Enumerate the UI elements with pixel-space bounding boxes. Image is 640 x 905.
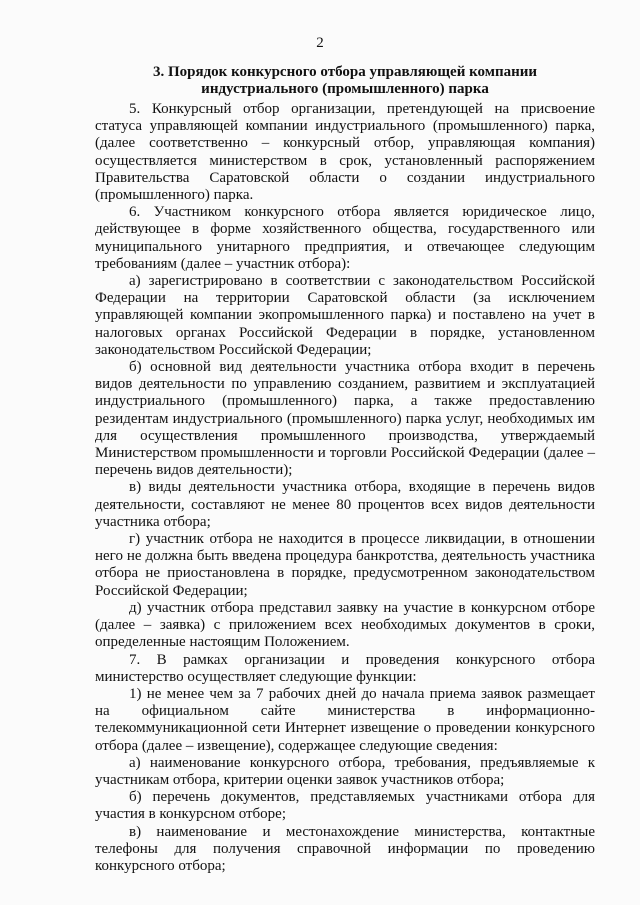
paragraph-7-1a: а) наименование конкурсного отбора, требования, предъявляемые к участникам отбора, критерии оценки заявок участников отбора; — [95, 754, 595, 788]
paragraph-7-1: 1) не менее чем за 7 рабочих дней до начала приема заявок размещает на официальном сайте министерства в информационно-телекоммуникационной сети Интернет извещение о проведении конкурсного отбора (далее – извещение), содержащее следующие сведения: — [95, 685, 595, 754]
paragraph-6g: г) участник отбора не находится в процессе ликвидации, в отношении него не должна быть введена процедура банкротства, деятельность участника отбора не приостановлена в порядке, предусмотренном законодательством Российской Федерации; — [95, 531, 595, 599]
section-heading: 3. Порядок конкурсного отбора управляющей компании индустриального (промышленного) парка — [152, 64, 538, 97]
paragraph-6: 6. Участником конкурсного отбора является юридическое лицо, действующее в форме хозяйственного общества, государственного или муниципального унитарного предприятия, и отвечающее следующим требованиям (далее – участник отбора): — [95, 204, 595, 272]
paragraph-7-1v: в) наименование и местонахождение министерства, контактные телефоны для получения справочной информации по проведению конкурсного отбора; — [95, 823, 595, 874]
paragraph-6d: д) участник отбора представил заявку на участие в конкурсном отборе (далее – заявка) с приложением всех необходимых документов в сроки, определенные настоящим Положением. — [95, 599, 595, 651]
paragraph-6b: б) основной вид деятельности участника отбора входит в перечень видов деятельности по управлению созданием, развитием и эксплуатацией индустриального (промышленного) парка, а также предоставлению резидентам индустриального (промышленного) парка услуг, необходимых им для осуществления промышленного производства, утверждаемый Министерством промышленности и торговли Российской Федерации (далее – перечень видов деятельности); — [95, 359, 595, 479]
paragraph-7-1b: б) перечень документов, представляемых участниками отбора для участия в конкурсном отборе; — [95, 789, 595, 823]
document-body — [95, 64, 595, 875]
paragraph-7: 7. В рамках организации и проведения конкурсного отбора министерство осуществляет следующие функции: — [95, 651, 595, 685]
paragraph-6a: а) зарегистрировано в соответствии с законодательством Российской Федерации на территории Саратовской области (за исключением управляющей компании экопромышленного парка) и поставлено на учет в налоговых органах Российской Федерации в порядке, установленном законодательством Российской Федерации; — [95, 273, 595, 358]
paragraph-5: 5. Конкурсный отбор организации, претендующей на присвоение статуса управляющей компании индустриального (промышленного) парка, (далее соответственно – конкурсный отбор, управляющая компания) осуществляется министерством в срок, установленный распоряжением Правительства Саратовской области о создании индустриального (промышленного) парка. — [95, 101, 595, 204]
page-number: 2 — [316, 35, 324, 51]
paragraph-6v: в) виды деятельности участника отбора, входящие в перечень видов деятельности, составляют не менее 80 процентов всех видов деятельности участника отбора; — [95, 479, 595, 530]
